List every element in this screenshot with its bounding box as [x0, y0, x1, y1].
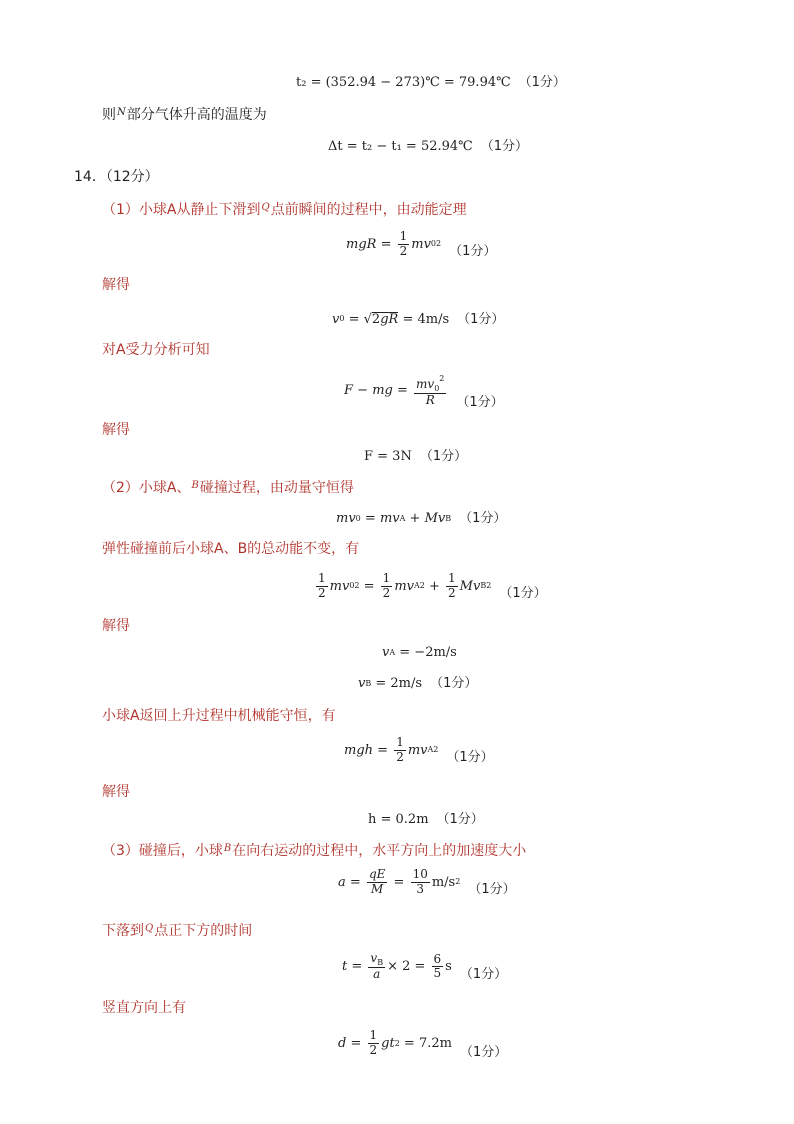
- part3-intro: （3）碰撞后，小球$^B$在向右运动的过程中，水平方向上的加速度大小: [102, 843, 527, 859]
- fall-time-text: 下落到$^Q$点正下方的时间: [102, 923, 253, 939]
- mechanical-energy-text: 小球A返回上升过程中机械能守恒，有: [102, 708, 336, 724]
- force-analysis: 对A受力分析可知: [102, 342, 210, 358]
- equation-force: F − mg = $\frac{mv_0^2}{R}$ （1分）: [344, 373, 504, 410]
- equation-vB: v B = 2m/s （1分）: [358, 676, 478, 691]
- equation-t2: t₂ = (352.94 − 273)℃ = 79.94℃ （1分）: [296, 75, 566, 90]
- equation-time: t = $\frac{v_B}{a}$ × 2 = $\frac{6}{5}$ s （1分）: [342, 951, 508, 983]
- equation-acceleration: a = $\frac{qE}{M}$ = $\frac{10}{3}$ m/s 2 （1分）: [338, 867, 516, 897]
- question-number: 14．（12分）: [74, 169, 159, 185]
- text-n-temp: 则$^N$部分气体升高的温度为: [102, 107, 267, 123]
- equation-v0: v 0 = √ 2gR = 4m/s （1分）: [332, 311, 505, 327]
- equation-momentum: mv 0 = mv A + Mv B （1分）: [336, 511, 507, 526]
- equation-height: mgh = $\frac{1}{2}$ mv A 2 （1分）: [344, 735, 494, 765]
- part1-intro: （1）小球A从静止下滑到$^Q$点前瞬间的过程中，由动能定理: [102, 202, 467, 218]
- equation-delta-t: Δt = t₂ − t₁ = 52.94℃ （1分）: [328, 139, 528, 154]
- equation-energy: mgR = $\frac{1}{2}$ mv 0 2 （1分）: [346, 229, 497, 259]
- elastic-collision-text: 弹性碰撞前后小球A、B的总动能不变，有: [102, 541, 360, 557]
- part2-intro: （2）小球A、$^B$碰撞过程，由动量守恒得: [102, 480, 354, 496]
- solve-label-3: 解得: [102, 618, 130, 634]
- equation-kinetic: $\frac{1}{2}$ mv 0 2 = $\frac{1}{2}$ mv A 2 + $\frac{1}{2}$ Mv B 2 （1分）: [318, 571, 547, 601]
- equation-F: F = 3N （1分）: [364, 449, 468, 464]
- solve-label-1: 解得: [102, 277, 130, 293]
- solve-label-2: 解得: [102, 422, 130, 438]
- vertical-direction-text: 竖直方向上有: [102, 1000, 186, 1016]
- points-label: （1分）: [518, 75, 566, 90]
- equation-vA: v A = −2m/s: [382, 645, 457, 660]
- solve-label-4: 解得: [102, 784, 130, 800]
- equation-distance: d = $\frac{1}{2}$ gt 2 = 7.2m （1分）: [338, 1028, 508, 1060]
- equation-h: h = 0.2m （1分）: [368, 812, 484, 827]
